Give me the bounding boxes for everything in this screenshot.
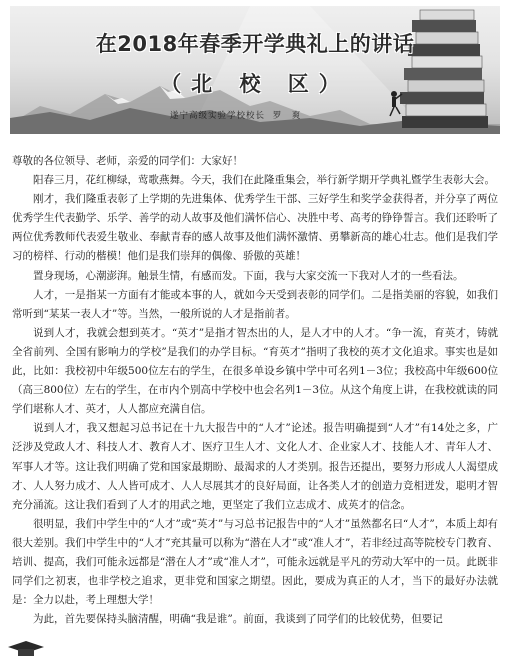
paragraph: 刚才，我们隆重表彰了上学期的先进集体、优秀学生干部、三好学生和奖学金获得者，并分享了两位优秀学生代表勤学、乐学、善学的动人故事及他们满怀信心、决胜中考、高考的铮铮誓言。我们还聆听了两位优秀教师代表爱生敬业、奉献青春的感人故事及他们满怀激情、勇攀新高的雄心壮志。他们是我们学习的榜样、行动的楷模！他们是我们崇拜的偶像、骄傲的英雄！	[12, 193, 498, 263]
author-name: 罗 爽	[272, 111, 302, 121]
salutation: 尊敬的各位领导、老师，亲爱的同学们：大家好！	[12, 155, 243, 167]
paragraph: 置身现场，心潮澎湃。触景生情，有感而发。下面，我与大家交流一下我对人才的一些看法。	[33, 269, 464, 282]
graduation-cap-icon	[6, 638, 46, 656]
byline	[170, 109, 305, 121]
article-body	[12, 152, 498, 629]
paragraph: 为此，首先要保持头脑清醒，明确“我是谁”。前面，我谈到了同学们的比较优势，但要记	[33, 613, 443, 626]
author-role: 遂宁高级实验学校校长	[170, 111, 266, 121]
paragraph: 很明显，我们中学生中的“人才”或“英才”与习总书记报告中的“人才”虽然都名曰“人才”，本质上却有很大差别。我们中学生中的“人才”充其量可以称为“潜在人才”或“准人才”，若非经过高等院校专门教育、培训、提高，我们可能永远都是“潜在人才”或“准人才”，可能永远就是平凡的劳动大军中的一员。此既非同学们之初衷，也非学校之追求，更非党和国家之期望。因此，要成为真正的人才，当下的最好办法就是：全力以赴，考上理想大学！	[12, 517, 498, 607]
paragraph: 说到人才，我就会想到英才。“英才”是指才智杰出的人，是人才中的人才。“争一流，育英才，铸就全省前列、全国有影响力的学校”是我们的办学目标。“育英才”指明了我校的英才文化追求。事实也是如此，比如：我校初中年级500位左右的学生，在很多单设乡镇中学中可名列1－3位；我校高中年级600位（高三800位）左右的学生，在市内个别高中学校中也会名列1－3位。从这个角度上讲，在我校就读的同学们堪称人才、英才，人人都应充满自信。	[12, 326, 498, 416]
paragraph: 人才，一是指某一方面有才能或本事的人，就如今天受到表彰的同学们。二是指美丽的容貌，如我们常听到“某某一表人才”等。当然，一般所说的人才是指前者。	[12, 288, 498, 320]
paragraph: 说到人才，我又想起习总书记在十九大报告中的“人才”论述。报告明确提到“人才”有14处之多，广泛涉及党政人才、科技人才、教育人才、医疗卫生人才、文化人才、企业家人才、技能人才、青年人才、军事人才等。这让我们明确了党和国家最期盼、最渴求的人才类别。报告还提出，要努力形成人人渴望成才、人人努力成才、人人皆可成才、人人尽展其才的良好局面，让各类人才的创造力竞相迸发，聪明才智充分涌流。这让我们看到了人才的用武之地，更坚定了我们立志成才、成英才的信念。	[12, 422, 498, 511]
header-banner	[10, 6, 500, 134]
page-subtitle: （北 校 区）	[160, 72, 350, 96]
page-title: 在2018年春季开学典礼上的讲话	[95, 32, 415, 56]
paragraph: 阳春三月，花红柳绿，莺歌燕舞。今天，我们在此隆重集会，举行新学期开学典礼暨学生表彰大会。	[33, 174, 495, 187]
